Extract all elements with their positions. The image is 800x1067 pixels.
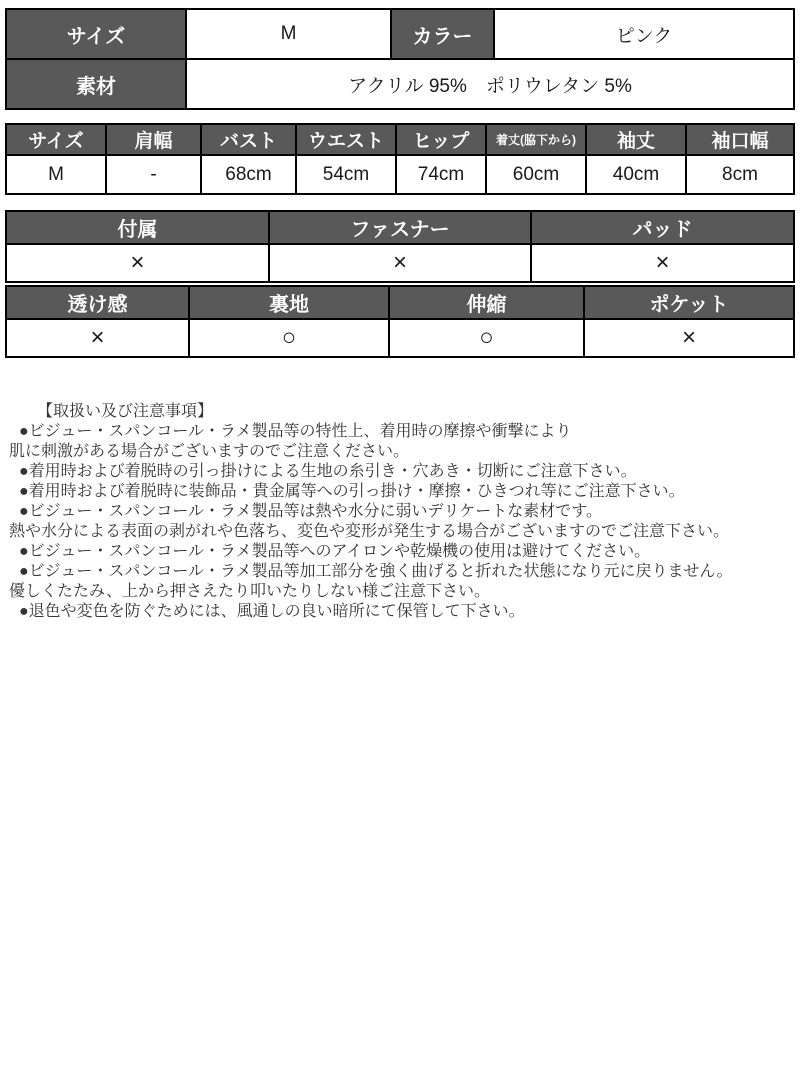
care-note-line: ●退色や変色を防ぐためには、風通しの良い暗所にて保管して下さい。 (19, 603, 525, 620)
meas-value-size: M (6, 155, 106, 194)
meas-header-length: 着丈(脇下から) (486, 124, 586, 155)
feat-value-pocket: × (584, 319, 794, 357)
care-note-line: ●ビジュー・スパンコール・ラメ製品等へのアイロンや乾燥機の使用は避けてください。 (19, 543, 651, 560)
care-note-line: ●着用時および着脱時の引っ掛けによる生地の糸引き・穴あき・切断にご注意下さい。 (19, 463, 637, 480)
feat-value-stretch: ○ (389, 319, 584, 357)
size-color-material-table (5, 8, 795, 110)
features2-value-row (6, 319, 794, 357)
features2-header-row (6, 286, 794, 319)
meas-header-bust: バスト (201, 124, 296, 155)
feat-value-pad: × (531, 244, 794, 282)
care-note-line: 熱や水分による表面の剥がれや色落ち、変色や変形が発生する場合がございますのでご注意下さい。 (9, 523, 730, 540)
feat-header-accessory: 付属 (6, 211, 269, 244)
meas-header-size: サイズ (6, 124, 106, 155)
measurements-table (5, 123, 795, 195)
feat-value-zipper: × (269, 244, 531, 282)
measurements-header-row (6, 124, 794, 155)
care-note-line: 優しくたたみ、上から押さえたり叩いたりしない様ご注意下さい。 (9, 583, 490, 600)
meas-value-bust: 68cm (201, 155, 296, 194)
color-value-cell: ピンク (494, 9, 794, 59)
meas-header-shoulder: 肩幅 (106, 124, 201, 155)
color-header-cell: カラー (391, 9, 494, 59)
meas-header-hip: ヒップ (396, 124, 486, 155)
care-notes-title: 【取扱い及び注意事項】 (37, 403, 214, 420)
material-value-cell: アクリル 95% ポリウレタン 5% (186, 59, 794, 109)
care-note-line: 肌に刺激がある場合がございますのでご注意ください。 (9, 443, 410, 460)
feat-header-pocket: ポケット (584, 286, 794, 319)
meas-header-waist: ウエスト (296, 124, 396, 155)
meas-header-cuff: 袖口幅 (686, 124, 794, 155)
feat-value-accessory: × (6, 244, 269, 282)
meas-value-hip: 74cm (396, 155, 486, 194)
feat-header-pad: パッド (531, 211, 794, 244)
meas-value-shoulder: - (106, 155, 201, 194)
feat-header-stretch: 伸縮 (389, 286, 584, 319)
material-row (6, 59, 794, 109)
features-table-2 (5, 285, 795, 358)
feat-value-lining: ○ (189, 319, 389, 357)
size-color-row (6, 9, 794, 59)
material-header-cell: 素材 (6, 59, 186, 109)
meas-value-length: 60cm (486, 155, 586, 194)
features1-value-row (6, 244, 794, 282)
size-header-cell: サイズ (6, 9, 186, 59)
care-note-line: ●ビジュー・スパンコール・ラメ製品等の特性上、着用時の摩擦や衝撃により (19, 423, 572, 440)
feat-header-lining: 裏地 (189, 286, 389, 319)
feat-header-sheer: 透け感 (6, 286, 189, 319)
meas-header-sleeve: 袖丈 (586, 124, 686, 155)
feat-value-sheer: × (6, 319, 189, 357)
meas-value-cuff: 8cm (686, 155, 794, 194)
meas-value-sleeve: 40cm (586, 155, 686, 194)
features1-header-row (6, 211, 794, 244)
size-value-cell: M (186, 9, 391, 59)
care-notes-section (5, 402, 795, 622)
care-note-line: ●着用時および着脱時に装飾品・貴金属等への引っ掛け・摩擦・ひきつれ等にご注意下さい。 (19, 483, 685, 500)
care-note-line: ●ビジュー・スパンコール・ラメ製品等は熱や水分に弱いデリケートな素材です。 (19, 503, 602, 520)
meas-value-waist: 54cm (296, 155, 396, 194)
feat-header-zipper: ファスナー (269, 211, 531, 244)
care-note-line: ●ビジュー・スパンコール・ラメ製品等加工部分を強く曲げると折れた状態になり元に戻りません。 (19, 563, 733, 580)
features-table-1 (5, 210, 795, 283)
measurements-value-row (6, 155, 794, 194)
